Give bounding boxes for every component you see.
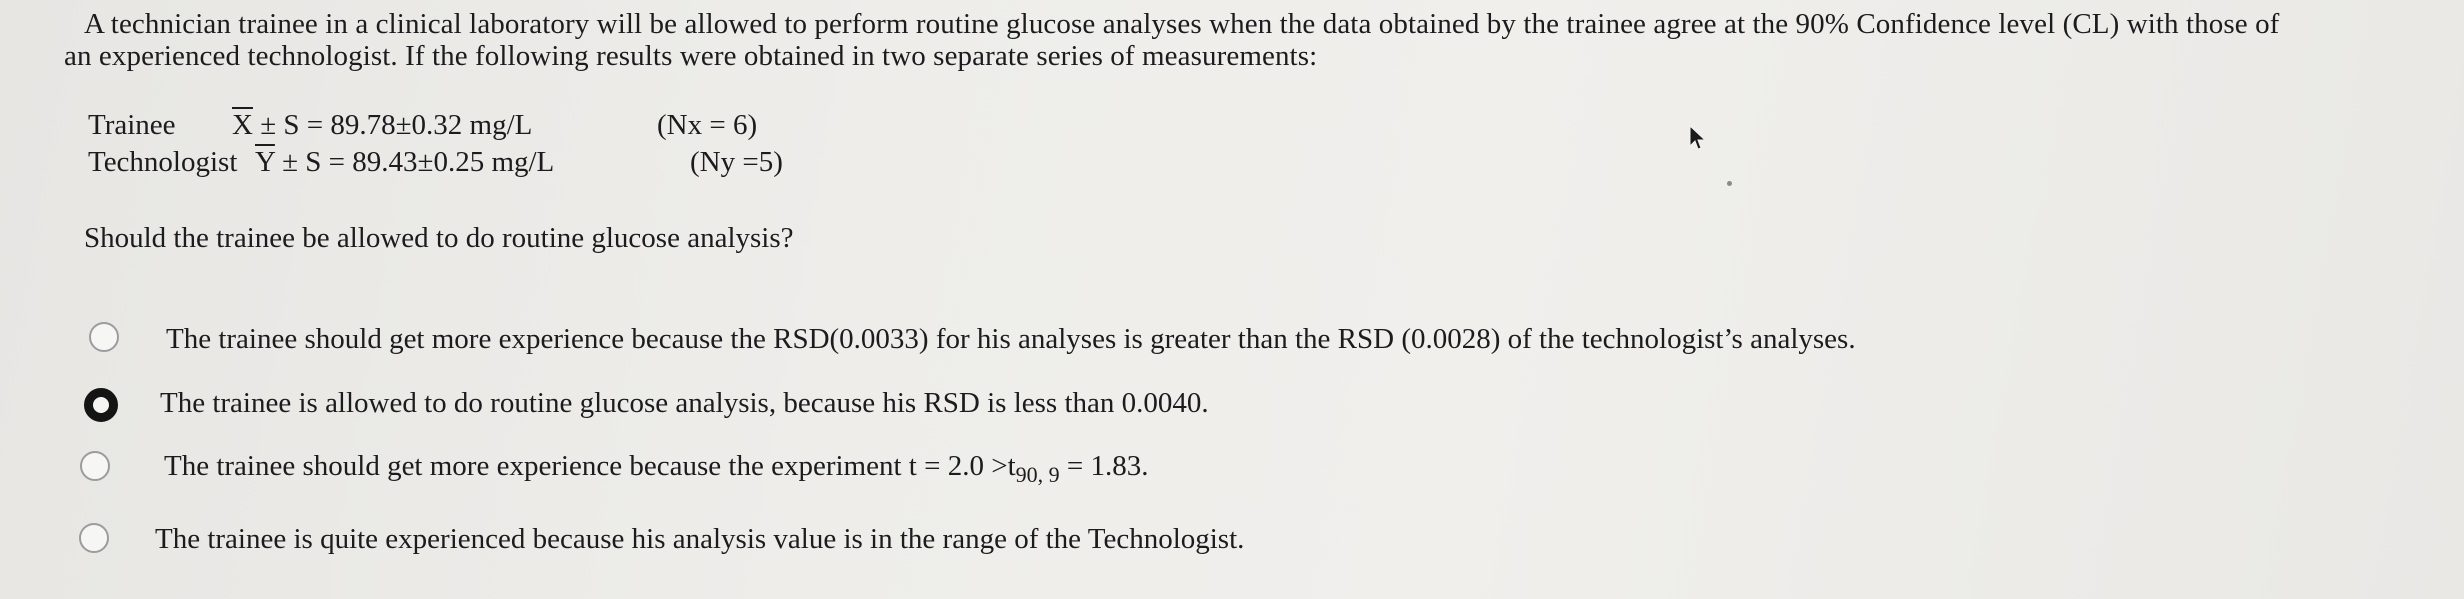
technologist-count: (Ny =5) <box>690 146 783 178</box>
answer-option-1-label: The trainee should get more experience because the RSD(0.0033) for his analyses is greater than the RSD (0.0028) of the technologist’s analyses. <box>166 323 1856 355</box>
trainee-count: (Nx = 6) <box>657 109 758 141</box>
answer-option-1[interactable] <box>0 318 2100 362</box>
answer-option-4[interactable] <box>0 520 2100 564</box>
technologist-label: Technologist <box>88 146 238 178</box>
trainee-mean-symbol: $\overline{X}$ <box>232 109 253 141</box>
answer-option-3-label-end: = 1.83. <box>1059 450 1149 482</box>
answer-option-2[interactable] <box>0 384 2100 428</box>
question-text: Should the trainee be allowed to do routine glucose analysis? <box>84 222 794 254</box>
radio-button-3[interactable] <box>80 451 110 481</box>
answer-option-4-label: The trainee is quite experienced because his analysis value is in the range of the Technologist. <box>155 523 1245 555</box>
trainee-formula-value: ± S = 89.78±0.32 mg/L <box>252 109 533 141</box>
answer-option-3[interactable] <box>0 449 2100 493</box>
answer-option-2-label: The trainee is allowed to do routine glucose analysis, because his RSD is less than 0.0040. <box>160 387 1209 419</box>
answer-option-3-label <box>164 449 1148 492</box>
trainee-label: Trainee <box>88 109 176 141</box>
problem-statement-line-1: A technician trainee in a clinical laboratory will be allowed to perform routine glucose analyses when the data obtained by the trainee agree at the 90% Confidence level (CL) with those of <box>84 8 2280 40</box>
t-subscript: 90, 9 <box>1015 462 1060 487</box>
radio-button-2-selected[interactable] <box>84 388 118 422</box>
mouse-pointer-icon <box>1686 124 1708 152</box>
technologist-formula-value: ± S = 89.43±0.25 mg/L <box>274 146 555 178</box>
answer-option-3-label-start: The trainee should get more experience because the experiment t = 2.0 >t <box>164 450 1016 482</box>
radio-button-4[interactable] <box>79 523 109 553</box>
radio-button-1[interactable] <box>89 322 119 352</box>
screen-speck <box>1727 181 1732 186</box>
technologist-mean-symbol: $\overline{Y}$ <box>255 146 275 178</box>
problem-statement-line-2: an experienced technologist. If the following results were obtained in two separate series of measurements: <box>64 40 1318 72</box>
